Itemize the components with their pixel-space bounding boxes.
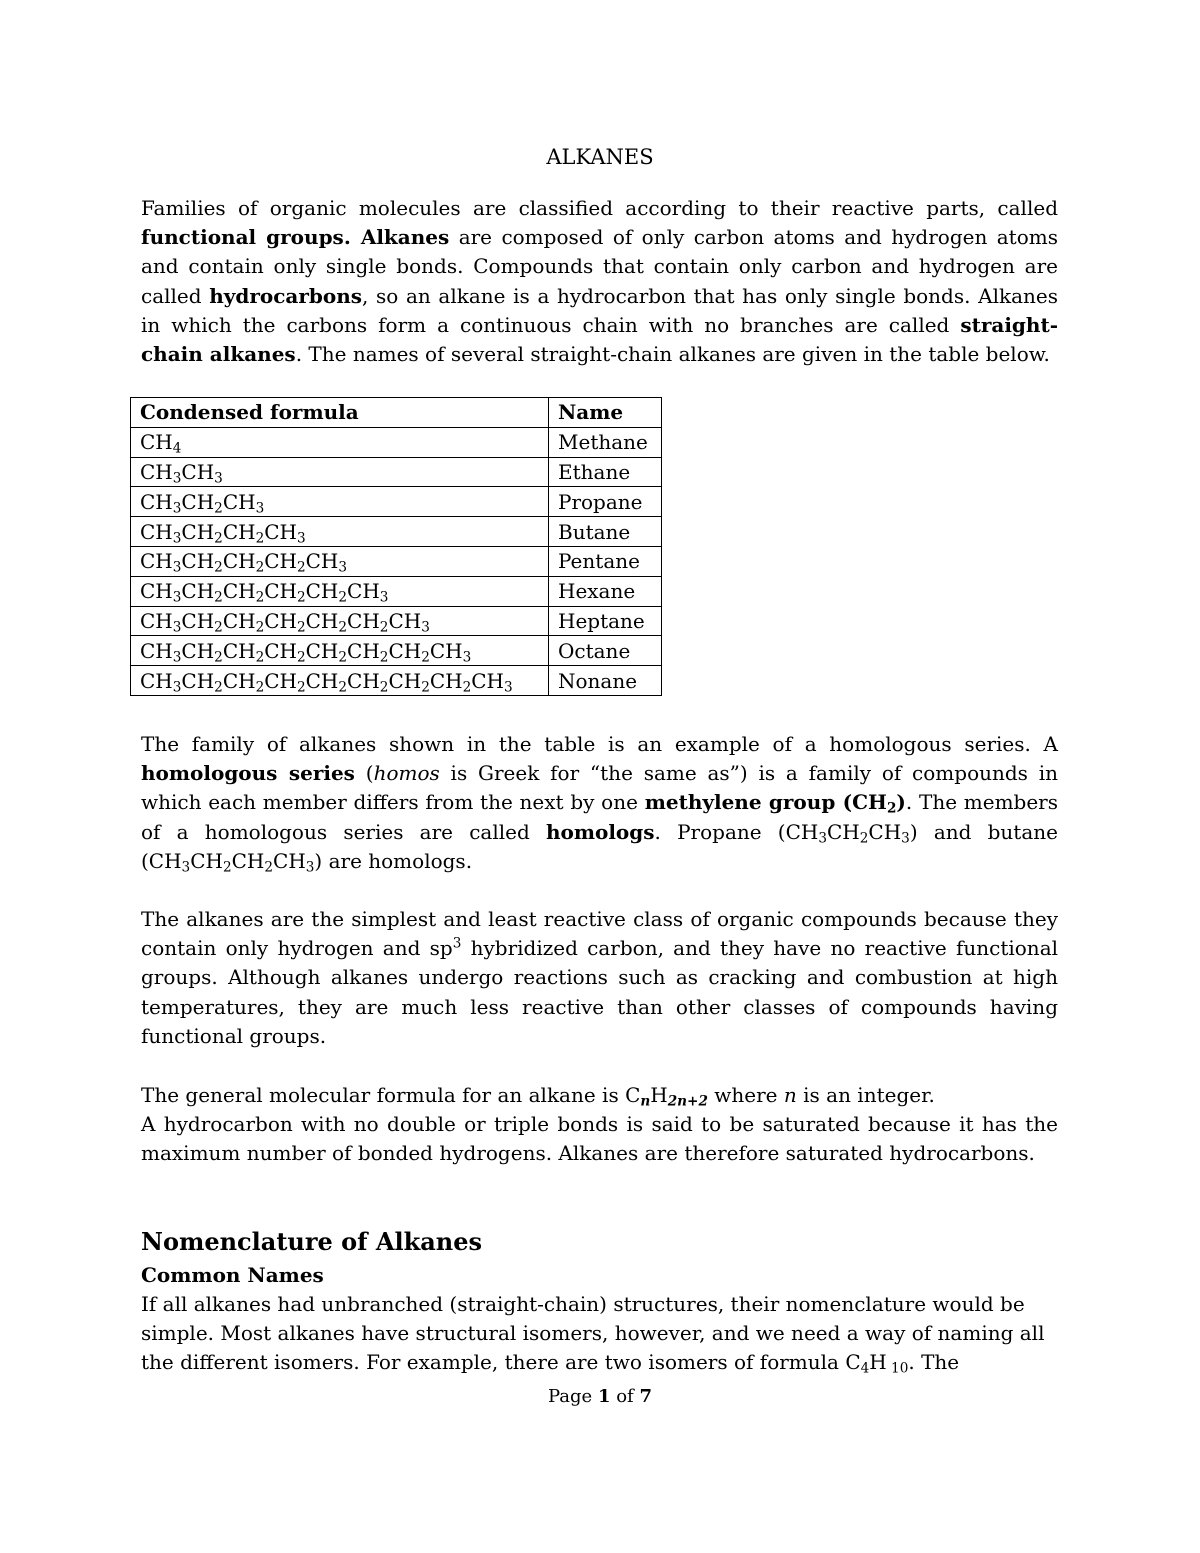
text: CH [273, 848, 306, 873]
text: ) [896, 790, 906, 815]
name-cell: Nonane [549, 666, 662, 696]
text: Page [548, 1386, 593, 1407]
name-cell: Heptane [549, 606, 662, 636]
text: where [707, 1083, 784, 1107]
alkanes-table [130, 397, 662, 696]
superscript: 3 [452, 935, 462, 952]
term-homologs: homologs [545, 819, 655, 844]
subscript: 2 [859, 830, 869, 846]
text: The family of alkanes shown in the table is an example of a homologous series. A [141, 732, 1058, 756]
text: CH [231, 848, 265, 873]
text: . The members of a homologous series are called [141, 790, 1059, 844]
text: . The names of several straight-chain alkanes are given in the table below. [295, 342, 1050, 367]
homologous-paragraph [141, 730, 1058, 876]
subscript: 2 [222, 859, 232, 876]
table-row [131, 487, 662, 517]
text: The alkanes are the simplest and least reactive class of organic compounds because they contain only hydrogen and sp [141, 907, 1058, 961]
page-number: 1 [597, 1386, 611, 1407]
subscript: 3 [181, 859, 191, 876]
table-row [131, 517, 662, 547]
name-cell: Octane [549, 636, 662, 666]
section-heading: Nomenclature of Alkanes [141, 1227, 482, 1256]
text: , so an alkane is a hydrocarbon that has only single bonds. Alkanes in which the carbons form a continuous chain with no branches are called [141, 283, 1058, 337]
table-row [131, 427, 662, 457]
formula-cell: $CH_3CH_2CH_2CH_3$ [131, 517, 549, 547]
subscript: 2n+2 [667, 1093, 708, 1110]
text: H [650, 1083, 668, 1107]
term-alkanes: Alkanes [360, 225, 450, 250]
page-title: ALKANES [546, 145, 654, 169]
name-cell: Propane [549, 487, 662, 517]
text: If all alkanes had unbranched (straight-chain) structures, their nomenclature would be simple. Most alkanes have structural isomers, however, and we need a way of naming all the different isomers. For example, there are two isomers of formula C [141, 1292, 1045, 1375]
text: methylene group (CH [644, 790, 887, 815]
column-header-name: Name [549, 398, 662, 428]
formula-cell: $CH_3CH_2CH_3$ [131, 487, 549, 517]
text: . [343, 225, 361, 250]
name-cell: Ethane [549, 457, 662, 487]
subscript: 3 [901, 830, 910, 846]
term-functional-groups: functional groups [141, 225, 344, 250]
text: ) and butane (CH [141, 819, 1058, 873]
text: ( [354, 761, 374, 786]
subscript: 3 [818, 830, 827, 846]
table-row [131, 576, 662, 606]
table-row [131, 457, 662, 487]
text: CH [190, 848, 223, 873]
formula-cell: $CH_4$ [131, 427, 549, 457]
subscript: 4 [860, 1360, 870, 1377]
term-methylene-group [644, 790, 906, 817]
table-row [131, 546, 662, 576]
subsection-heading: Common Names [141, 1263, 324, 1287]
name-cell: Pentane [549, 546, 662, 576]
table-row [131, 666, 662, 696]
general-formula-line [141, 1081, 1058, 1110]
subscript: 10 [886, 1360, 909, 1377]
text: ) are homologs. [314, 848, 473, 873]
subscript: n [640, 1093, 651, 1110]
text: is Greek for “the same as”) is a family of compounds in which each member differs from the next by one [141, 761, 1059, 815]
text: H [869, 1350, 887, 1375]
name-cell: Butane [549, 517, 662, 547]
common-names-paragraph [141, 1290, 1046, 1378]
formula-cell: $CH_3CH_2CH_2CH_2CH_3$ [131, 546, 549, 576]
formula-cell: $CH_3CH_2CH_2CH_2CH_2CH_2CH_2CH_3$ [131, 636, 549, 666]
text: hybridized carbon, and they have no reactive functional groups. Although alkanes undergo reactions such as cracking and combustion at high temperatures, they are much less reactive than other classes of compounds having functional groups. [141, 936, 1059, 1048]
reactivity-paragraph [141, 905, 1058, 1051]
subscript: 2 [886, 800, 897, 817]
text: CH [827, 819, 860, 844]
text: The general molecular formula for an alkane is C [141, 1083, 641, 1107]
page-footer [0, 1384, 1200, 1410]
name-cell: Methane [549, 427, 662, 457]
column-header-formula: Condensed formula [131, 398, 549, 428]
saturated-paragraph: A hydrocarbon with no double or triple bonds is said to be saturated because it has the maximum number of bonded hydrogens. Alkanes are therefore saturated hydrocarbons. [141, 1112, 1058, 1166]
text: of [616, 1386, 634, 1407]
subscript: 3 [305, 859, 315, 876]
formula-cell: $CH_3CH_3$ [131, 457, 549, 487]
intro-paragraph [141, 194, 1058, 369]
text: Families of organic molecules are classified according to their reactive parts, called [141, 196, 1058, 220]
term-homos: homos [373, 761, 440, 786]
subscript: 2 [264, 859, 274, 876]
table-row [131, 636, 662, 666]
table-body [131, 427, 662, 695]
term-hydrocarbons: hydrocarbons [209, 283, 363, 308]
page-total: 7 [639, 1386, 652, 1407]
text: . The [908, 1350, 960, 1375]
formula-cell: $CH_3CH_2CH_2CH_2CH_2CH_2CH_3$ [131, 606, 549, 636]
variable-n: n [783, 1083, 797, 1107]
table-row [131, 606, 662, 636]
text: . Propane (CH [654, 819, 819, 844]
text: is an integer. [796, 1083, 935, 1107]
text: CH [868, 819, 902, 844]
name-cell: Hexane [549, 576, 662, 606]
table-header-row [131, 398, 662, 428]
text: are composed of only carbon atoms and hydrogen atoms and contain only single bonds. Compounds that contain only carbon and hydrogen are called [141, 225, 1058, 308]
term-straight-chain-alkanes: straight-chain alkanes [141, 312, 1058, 367]
formula-cell: $CH_3CH_2CH_2CH_2CH_2CH_3$ [131, 576, 549, 606]
formula-cell: $CH_3CH_2CH_2CH_2CH_2CH_2CH_2CH_2CH_3$ [131, 666, 549, 696]
term-homologous-series: homologous series [141, 761, 355, 786]
